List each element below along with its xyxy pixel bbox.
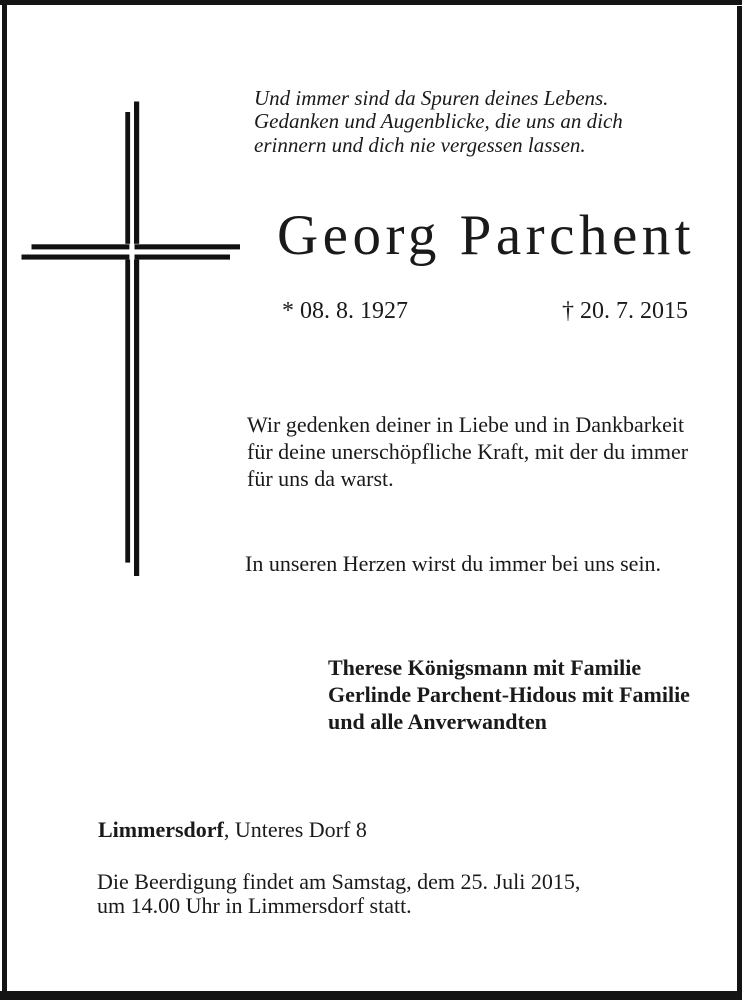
scan-border-bottom — [0, 991, 742, 1000]
funeral-line: um 14.00 Uhr in Limmersdorf statt. — [97, 892, 412, 918]
location-place: Limmersdorf — [98, 817, 224, 842]
memorial-cross-icon — [0, 90, 250, 590]
tribute-line: Wir gedenken deiner in Liebe und in Dankbarkeit — [247, 412, 685, 437]
epigraph — [254, 87, 623, 157]
tribute-line: für uns da warst. — [247, 466, 394, 491]
epigraph-line: erinnern und dich nie vergessen lassen. — [254, 132, 586, 157]
tribute-line: für deine unerschöpfliche Kraft, mit der du immer — [247, 439, 689, 464]
dates-row — [0, 297, 742, 327]
mourner-line: und alle Anverwandten — [328, 709, 547, 734]
epigraph-line: Gedanken und Augenblicke, die uns an dich — [254, 109, 623, 134]
deceased-name: Georg Parchent — [277, 204, 696, 267]
tribute-paragraph — [247, 411, 688, 492]
remembrance-line: In unseren Herzen wirst du immer bei uns sein. — [245, 551, 662, 576]
location-address: , Unteres Dorf 8 — [223, 817, 367, 842]
birth-date: * 08. 8. 1927 — [282, 298, 408, 324]
epigraph-line: Und immer sind da Spuren deines Lebens. — [254, 86, 609, 110]
mourner-line: Gerlinde Parchent-Hidous mit Familie — [328, 682, 690, 707]
location-line — [98, 818, 367, 842]
mourner-line: Therese Königsmann mit Familie — [328, 655, 642, 680]
death-date: † 20. 7. 2015 — [562, 298, 688, 324]
funeral-info — [97, 870, 580, 917]
funeral-line: Die Beerdigung findet am Samstag, dem 25. Juli 2015, — [97, 869, 581, 894]
scan-border-top — [0, 0, 742, 5]
mourners-block — [328, 654, 690, 735]
scan-border-right — [737, 6, 742, 1000]
